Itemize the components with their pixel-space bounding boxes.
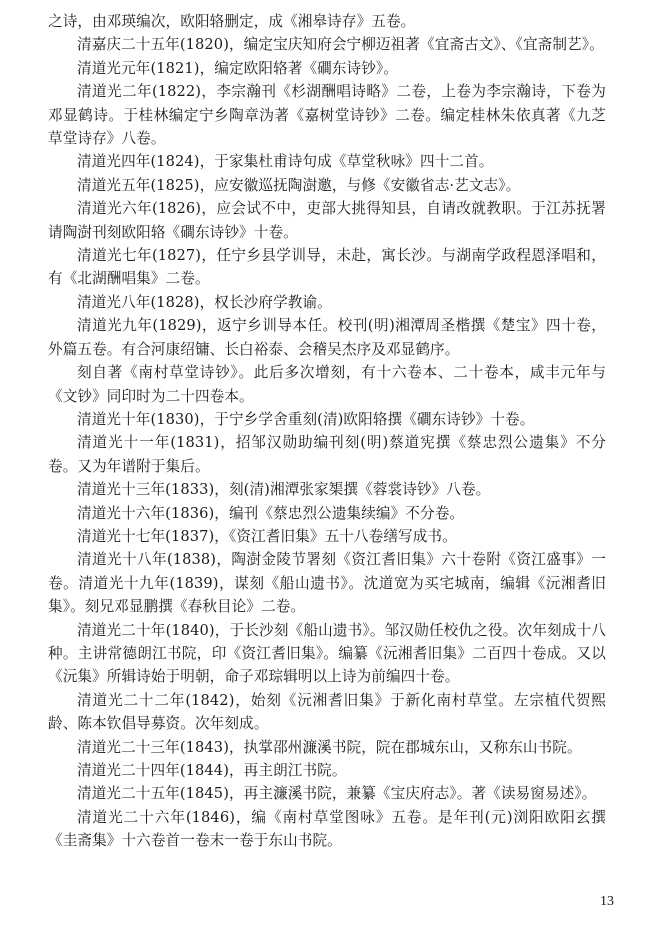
chronology-text bbox=[48, 10, 606, 853]
chronology-paragraph: 清道光十八年(1838)，陶澍金陵节署刻《资江耆旧集》六十卷附《资江盛事》一卷。清道光十九年(1839)，谋刻《船山遗书》。沈道宽为买宅城南，编辑《沅湘耆旧集》。刻兄邓显鹏撰《春秋目论》二卷。 bbox=[48, 551, 606, 616]
chronology-paragraph: 刻自著《南村草堂诗钞》。此后多次增刻，有十六卷本、二十卷本，咸丰元年与《文钞》同印时为二十四卷本。 bbox=[48, 364, 606, 405]
chronology-paragraph: 清道光十三年(1833)，刻(清)湘潭张家榘撰《蓉裳诗钞》八卷。 bbox=[77, 481, 491, 499]
chronology-paragraph: 清道光二十五年(1845)，再主濂溪书院，兼纂《宝庆府志》。著《读易窗易述》。 bbox=[77, 785, 597, 803]
chronology-paragraph: 之诗，由邓瑛编次，欧阳辂删定，成《湘皋诗存》五卷。 bbox=[48, 13, 416, 30]
page-number: 13 bbox=[600, 894, 614, 909]
chronology-paragraph: 清道光八年(1828)，权长沙府学教谕。 bbox=[77, 293, 332, 311]
chronology-paragraph: 清道光二十六年(1846)，编《南村草堂图咏》五卷。是年刊(元)浏阳欧阳玄撰《圭斋集》十六卷首一卷末一卷于东山书院。 bbox=[48, 808, 606, 850]
chronology-paragraph: 清道光五年(1825)，应安徽巡抚陶澍邀，与修《安徽省志·艺文志》。 bbox=[77, 176, 521, 194]
chronology-paragraph: 清嘉庆二十五年(1820)，编定宝庆知府会宁柳迈祖著《宜斋古文》、《宜斋制艺》。 bbox=[77, 36, 604, 54]
chronology-paragraph: 清道光四年(1824)，于家集杜甫诗句成《草堂秋咏》四十二首。 bbox=[77, 153, 494, 171]
chronology-paragraph: 清道光十七年(1837)，《资江耆旧集》五十八卷缮写成书。 bbox=[77, 527, 457, 545]
chronology-paragraph: 清道光六年(1826)，应会试不中，吏部大挑得知县，自请改就教职。于江苏抚署请陶澍刊刻欧阳辂《磵东诗钞》十卷。 bbox=[48, 200, 606, 241]
chronology-paragraph: 清道光元年(1821)，编定欧阳辂著《磵东诗钞》。 bbox=[77, 59, 399, 77]
chronology-paragraph: 清道光十六年(1836)，编刊《蔡忠烈公遗集续编》不分卷。 bbox=[77, 504, 465, 522]
chronology-paragraph: 清道光二年(1822)，李宗瀚刊《杉湖酬唱诗略》二卷，上卷为李宗瀚诗，下卷为邓显鹤诗。于桂林编定宁乡陶章沩著《嘉树堂诗钞》二卷。编定桂林朱依真著《九芝草堂诗存》八卷。 bbox=[48, 83, 606, 148]
chronology-paragraph: 清道光九年(1829)，返宁乡训导本任。校刊(明)湘潭周圣楷撰《楚宝》四十卷，外篇五卷。有合河康绍镛、长白裕泰、会稽吴杰序及邓显鹤序。 bbox=[48, 317, 606, 358]
chronology-paragraph: 清道光七年(1827)，任宁乡县学训导，未赴，寓长沙。与湖南学政程恩泽唱和，有《北湖酬唱集》二卷。 bbox=[48, 247, 606, 288]
chronology-paragraph: 清道光二十二年(1842)，始刻《沅湘耆旧集》于新化南村草堂。左宗植代贺熙龄、陈本钦倡导募资。次年刻成。 bbox=[48, 691, 606, 733]
chronology-paragraph: 清道光十年(1830)，于宁乡学舍重刻(清)欧阳辂撰《磵东诗钞》十卷。 bbox=[77, 410, 535, 428]
chronology-paragraph: 清道光十一年(1831)，招邹汉勋助编刊刻(明)蔡道宪撰《蔡忠烈公遗集》不分卷。又为年谱附于集后。 bbox=[48, 434, 606, 475]
chronology-paragraph: 清道光二十四年(1844)，再主朗江书院。 bbox=[77, 762, 347, 779]
chronology-paragraph: 清道光二十年(1840)，于长沙刻《船山遗书》。邹汉勋任校仇之役。次年刻成十八种。主讲常德朗江书院，印《资江耆旧集》。编纂《沅湘耆旧集》二百四十卷成。又以《沅集》所辑诗始于明朝，命子邓琮辑明以上诗为前编四十卷。 bbox=[48, 621, 606, 686]
chronology-paragraph: 清道光二十三年(1843)，执掌邵州濂溪书院，院在郡城东山，又称东山书院。 bbox=[77, 738, 582, 756]
